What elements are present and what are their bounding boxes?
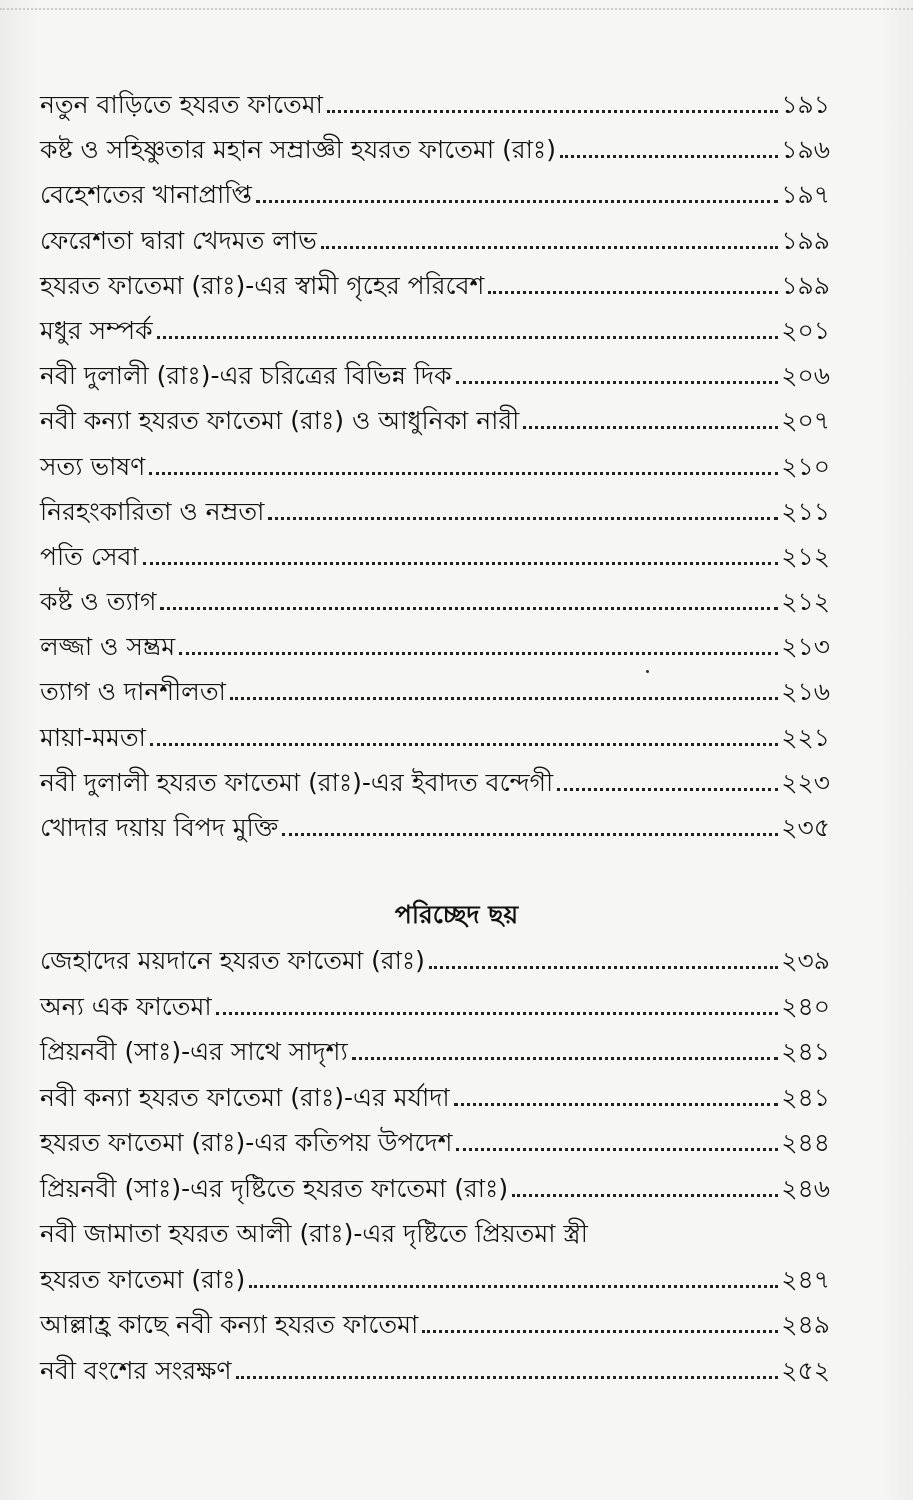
toc-entry-page: ২৪৭ [781, 1264, 830, 1294]
toc-entry-page: ১৯১ [781, 90, 830, 119]
toc-entry [40, 1348, 830, 1394]
toc-entry-page: ২৪৯ [781, 1310, 830, 1339]
toc-entry [40, 172, 830, 217]
toc-entry [40, 1075, 830, 1121]
toc-entry [40, 353, 830, 398]
section-heading: পরিচ্ছেদ ছয় [394, 900, 519, 929]
toc-entry-page: ২৩৫ [781, 813, 830, 842]
toc-entry-title: ত্যাগ ও দানশীলতা [40, 677, 226, 707]
top-dotted-border [0, 8, 913, 10]
toc-entry [40, 82, 830, 127]
toc-entry-title: আল্লাহ্র কাছে নবী কন্যা হযরত ফাতেমা [40, 1310, 419, 1339]
dot-leader [429, 966, 778, 969]
toc-entry [40, 127, 830, 172]
toc-entry-title: ফেরেশতা দ্বারা খেদমত লাভ [40, 225, 317, 255]
toc-entry [40, 489, 830, 534]
dot-leader [157, 336, 779, 339]
toc-entry [40, 715, 830, 760]
toc-entry-page: ২৪১ [781, 1082, 830, 1112]
dot-leader [249, 1285, 778, 1288]
toc-entry-title: নবী কন্যা হযরত ফাতেমা (রাঃ) ও আধুনিকা নারী [40, 406, 520, 436]
dot-leader [422, 1330, 778, 1333]
toc-entry [40, 1257, 830, 1303]
table-of-contents-part-1 [40, 82, 830, 850]
toc-entry [40, 263, 830, 308]
toc-entry-title: জেহাদের ময়দানে হযরত ফাতেমা (রাঃ) [40, 946, 425, 975]
dot-leader [282, 833, 778, 836]
toc-entry-title: সত্য ভাষণ [40, 451, 146, 481]
dot-leader [268, 517, 778, 520]
toc-entry-page: ২৪০ [781, 991, 830, 1021]
dot-leader [256, 200, 778, 203]
toc-entry-page: ২৪৪ [781, 1128, 830, 1157]
toc-entry [40, 984, 830, 1030]
toc-entry-title: হযরত ফাতেমা (রাঃ) [40, 1264, 246, 1294]
dot-leader [179, 652, 778, 655]
dot-leader [327, 110, 778, 113]
toc-entry-title: নবী জামাতা হযরত আলী (রাঃ)-এর দৃষ্টিতে প্রিয়তমা স্ত্রী [40, 1219, 588, 1248]
toc-entry [40, 308, 830, 353]
toc-entry [40, 444, 830, 489]
dot-leader [456, 381, 779, 384]
dot-leader [454, 1103, 779, 1106]
dot-leader [236, 1376, 779, 1379]
dot-leader [149, 472, 778, 475]
toc-entry-page: ২১২ [781, 587, 830, 617]
toc-entry-title: নবী বংশের সংরক্ষণ [40, 1355, 232, 1385]
toc-entry [40, 579, 830, 624]
toc-entry-title: মধুর সম্পর্ক [40, 315, 153, 345]
dot-leader [150, 743, 778, 746]
toc-entry-page: ২১৩ [781, 632, 830, 662]
toc-entry-page: ২৪১ [781, 1037, 830, 1066]
toc-entry-title: নিরহংকারিতা ও নম্রতা [40, 496, 265, 526]
toc-entry-page: ২২১ [781, 722, 830, 752]
toc-entry-page: ২১১ [781, 496, 830, 526]
toc-entry-page: ২২৩ [781, 767, 830, 797]
toc-entry-title: খোদার দয়ায় বিপদ মুক্তি [40, 813, 279, 842]
toc-entry-title: হযরত ফাতেমা (রাঃ)-এর স্বামী গৃহের পরিবেশ [40, 270, 485, 300]
toc-entry-title: প্রিয়নবী (সাঃ)-এর দৃষ্টিতে হযরত ফাতেমা (রাঃ) [40, 1173, 509, 1203]
table-of-contents-part-2 [40, 938, 830, 1393]
dot-leader [160, 607, 778, 610]
toc-entry [40, 805, 830, 850]
toc-entry-page: ১৯৯ [781, 270, 830, 300]
toc-entry-title: অন্য এক ফাতেমা [40, 991, 212, 1021]
toc-entry-page: ১৯৭ [781, 180, 830, 210]
toc-entry-page: ২৫২ [781, 1355, 830, 1385]
toc-entry-title: বেহেশতের খানাপ্রাপ্তি [40, 180, 252, 210]
toc-entry-page: ২৪৬ [781, 1173, 830, 1203]
toc-entry [40, 218, 830, 263]
toc-entry [40, 1302, 830, 1348]
toc-entry-title: পতি সেবা [40, 541, 139, 571]
dot-leader [352, 1057, 779, 1060]
dot-leader [512, 1194, 778, 1197]
toc-entry-page: ২১৬ [781, 677, 830, 707]
toc-entry-page: ২০১ [781, 315, 830, 345]
toc-entry [40, 938, 830, 984]
toc-entry-title: লজ্জা ও সম্ভ্রম [40, 632, 176, 662]
toc-entry [40, 398, 830, 443]
dot-leader [456, 1148, 778, 1151]
toc-entry [40, 669, 830, 714]
dot-leader [143, 562, 779, 565]
toc-entry-page: ২৩৯ [781, 946, 830, 975]
toc-entry [40, 1211, 830, 1257]
toc-entry-title: হযরত ফাতেমা (রাঃ)-এর কতিপয় উপদেশ [40, 1128, 453, 1157]
ink-speck [646, 670, 649, 673]
toc-entry-page: ২১২ [781, 541, 830, 571]
toc-entry-title: নবী কন্যা হযরত ফাতেমা (রাঃ)-এর মর্যাদা [40, 1082, 450, 1112]
toc-entry-page: ২০৬ [781, 361, 830, 391]
toc-entry [40, 1166, 830, 1212]
dot-leader [321, 246, 779, 249]
dot-leader [560, 155, 778, 158]
toc-entry-title: নতুন বাড়িতে হযরত ফাতেমা [40, 90, 323, 119]
toc-entry-title: মায়া-মমতা [40, 722, 146, 752]
toc-entry [40, 624, 830, 669]
toc-entry-page: ১৯৬ [781, 135, 830, 165]
dot-leader [557, 788, 778, 791]
toc-entry [40, 1120, 830, 1166]
toc-entry-title: নবী দুলালী (রাঃ)-এর চরিত্রের বিভিন্ন দিক [40, 361, 452, 391]
dot-leader [216, 1012, 779, 1015]
toc-entry [40, 760, 830, 805]
dot-leader [230, 697, 778, 700]
toc-entry-page: ২০৭ [781, 406, 830, 436]
toc-entry-title: নবী দুলালী হযরত ফাতেমা (রাঃ)-এর ইবাদত বন্দেগী [40, 767, 554, 797]
toc-entry-page: ১৯৯ [781, 225, 830, 255]
toc-entry [40, 534, 830, 579]
toc-entry-title: কষ্ট ও সহিষ্ণুতার মহান সম্রাজ্ঞী হযরত ফাতেমা (রাঃ) [40, 135, 556, 165]
toc-entry-page: ২১০ [781, 451, 830, 481]
toc-entry [40, 1029, 830, 1075]
toc-entry-title: প্রিয়নবী (সাঃ)-এর সাথে সাদৃশ্য [40, 1037, 348, 1066]
dot-leader [488, 291, 778, 294]
toc-entry-title: কষ্ট ও ত্যাগ [40, 587, 157, 617]
dot-leader [523, 426, 778, 429]
